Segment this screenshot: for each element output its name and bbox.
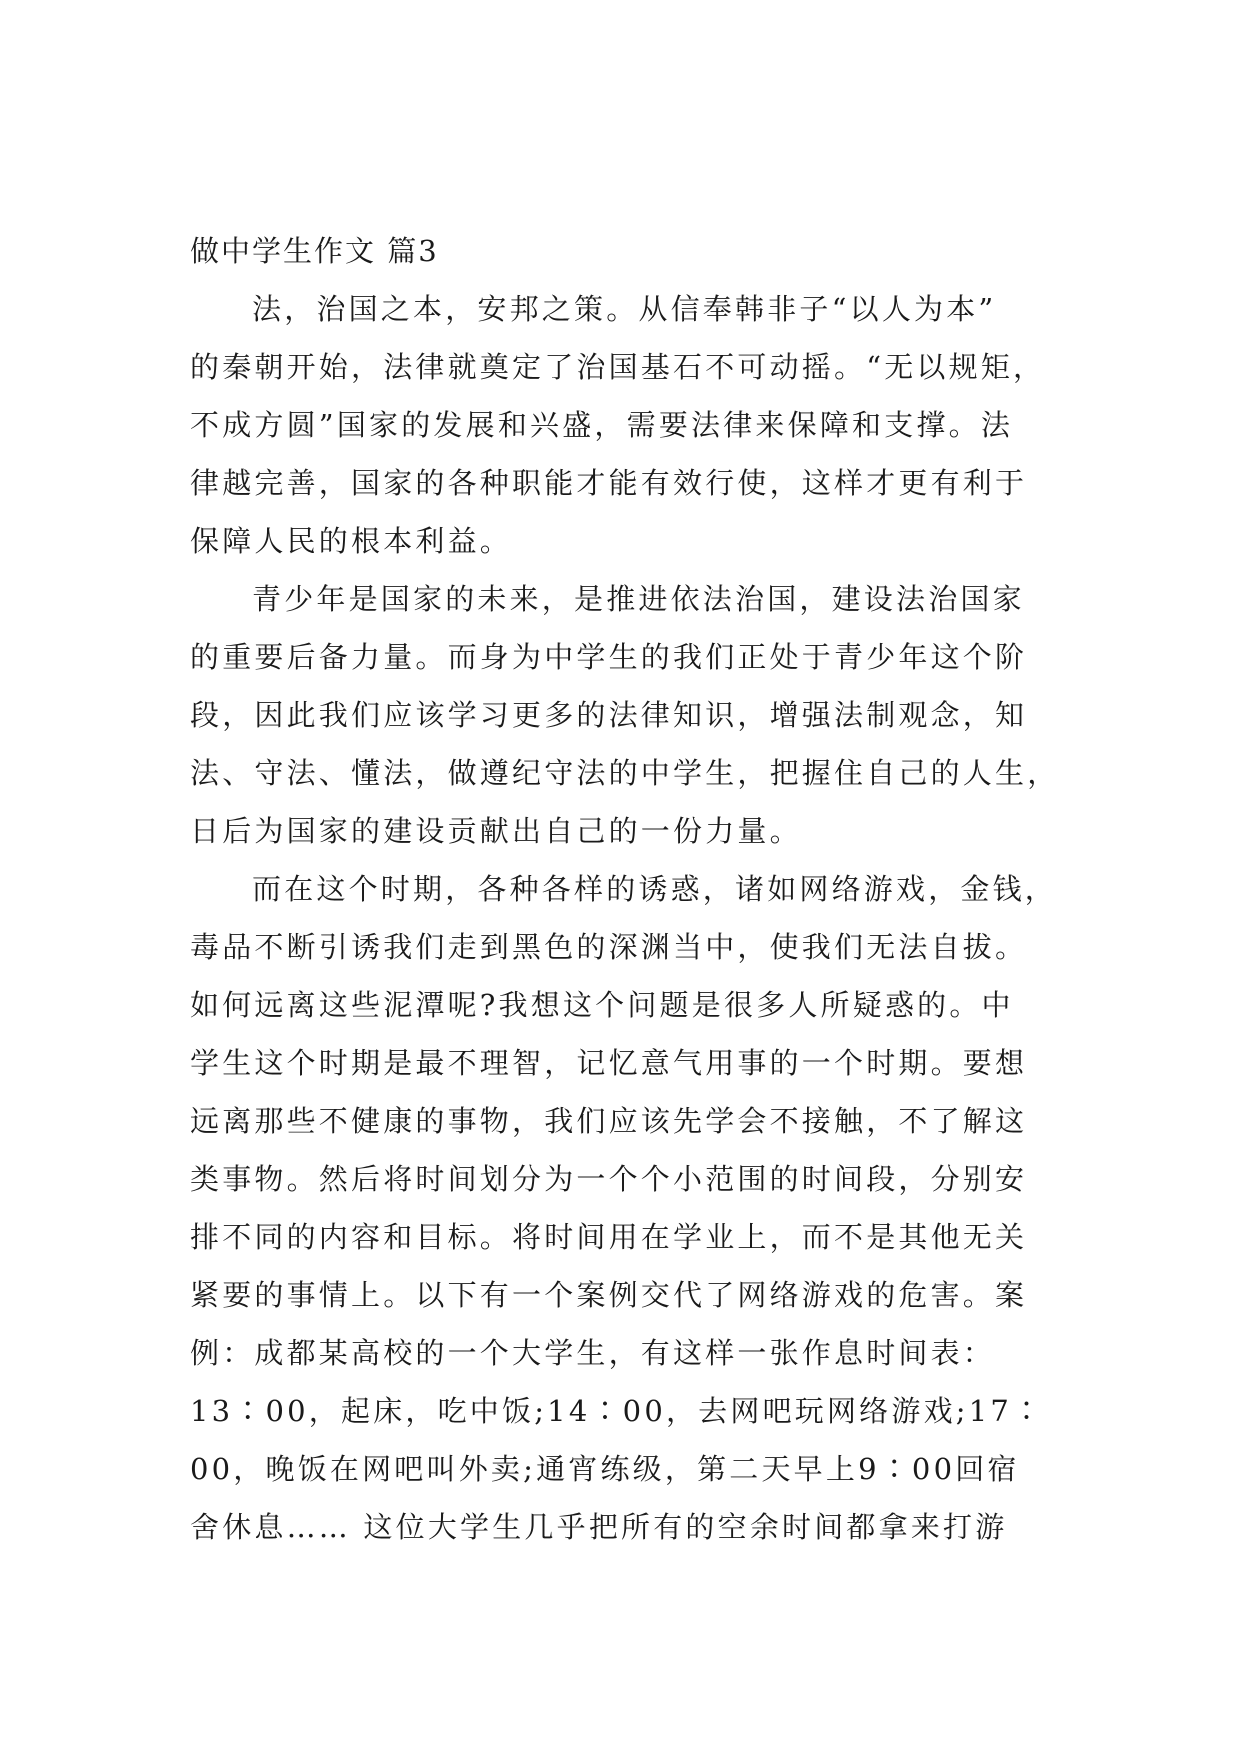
text-line: 紧要的事情上。以下有一个案例交代了网络游戏的危害。案 — [190, 1278, 1028, 1312]
text-line: 不成方圆”国家的发展和兴盛，需要法律来保障和支撑。法 — [190, 408, 1014, 442]
text-line: 毒品不断引诱我们走到黑色的深渊当中，使我们无法自拔。 — [190, 930, 1028, 964]
text-line: 学生这个时期是最不理智，记忆意气用事的一个时期。要想 — [190, 1046, 1028, 1080]
text-line: 类事物。然后将时间划分为一个个小范围的时间段，分别安 — [190, 1162, 1028, 1196]
text-line: 13∶00，起床，吃中饭;14∶00，去网吧玩网络游戏;17∶ — [190, 1394, 1045, 1428]
text-line: 青少年是国家的未来，是推进依法治国，建设法治国家 — [252, 582, 1025, 616]
text-line: 保障人民的根本利益。 — [190, 524, 513, 558]
text-line: 00，晚饭在网吧叫外卖;通宵练级，第二天早上9∶00回宿 — [190, 1452, 1020, 1486]
text-line: 如何远离这些泥潭呢?我想这个问题是很多人所疑惑的。中 — [190, 988, 1014, 1022]
text-line: 舍休息…… 这位大学生几乎把所有的空余时间都拿来打游 — [190, 1510, 1008, 1544]
document-title: 做中学生作文 篇3 — [190, 234, 439, 268]
document-page — [190, 222, 1060, 1556]
text-line: 而在这个时期，各种各样的诱惑，诸如网络游戏，金钱， — [252, 872, 1058, 906]
text-line: 日后为国家的建设贡献出自己的一份力量。 — [190, 814, 802, 848]
text-line: 远离那些不健康的事物，我们应该先学会不接触，不了解这 — [190, 1104, 1028, 1138]
text-line: 法、守法、懂法，做遵纪守法的中学生，把握住自己的人生， — [190, 756, 1060, 790]
text-line: 例：成都某高校的一个大学生，有这样一张作息时间表： — [190, 1336, 996, 1370]
text-line: 律越完善，国家的各种职能才能有效行使，这样才更有利于 — [190, 466, 1028, 500]
text-line: 法，治国之本，安邦之策。从信奉韩非子“以人为本” — [252, 292, 997, 326]
text-line: 的秦朝开始，法律就奠定了治国基石不可动摇。“无以规矩， — [190, 350, 1046, 384]
text-line: 的重要后备力量。而身为中学生的我们正处于青少年这个阶 — [190, 640, 1028, 674]
text-line: 排不同的内容和目标。将时间用在学业上，而不是其他无关 — [190, 1220, 1028, 1254]
text-line: 段，因此我们应该学习更多的法律知识，增强法制观念，知 — [190, 698, 1028, 732]
